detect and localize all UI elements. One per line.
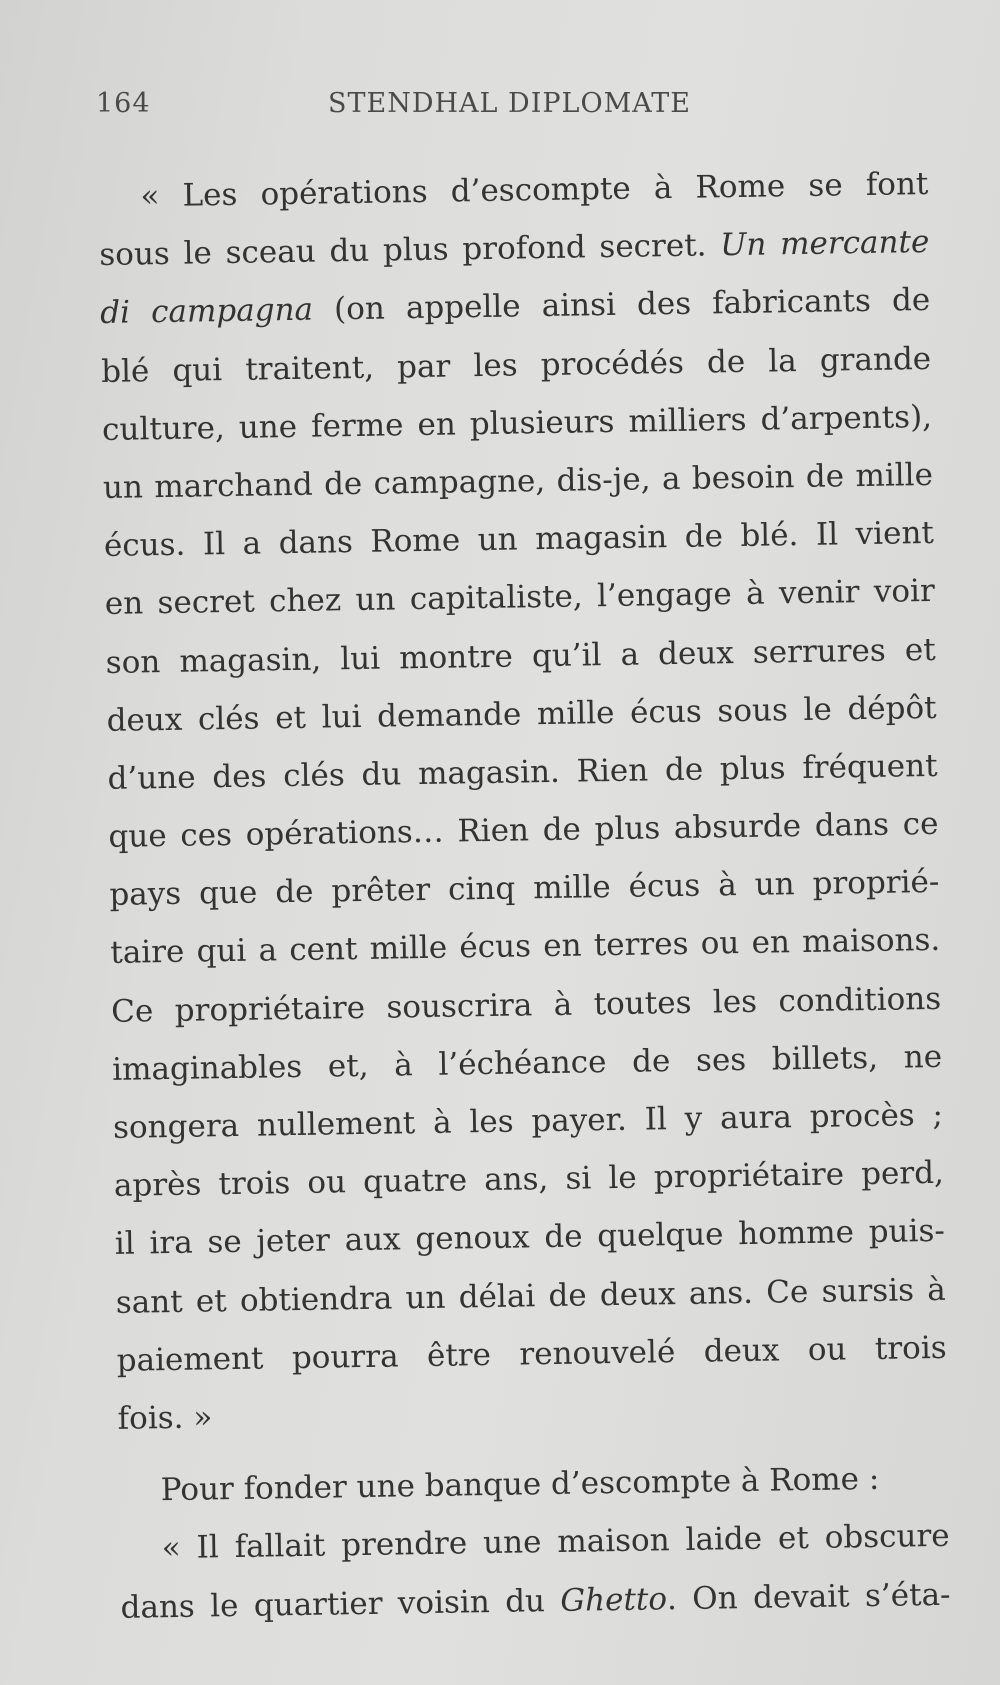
text-line: Ce propriétaire souscrira à toutes les conditions bbox=[110, 980, 942, 1030]
text-line: sant et obtiendra un délai de deux ans. Ce sursis à bbox=[115, 1271, 947, 1321]
text-line: paiement pourra être renouvelé deux ou trois bbox=[116, 1329, 947, 1379]
italic-phrase: di campagna bbox=[100, 292, 314, 332]
text-line: fois. » bbox=[117, 1399, 213, 1437]
text-line: « Il fallait prendre une maison laide et obscure bbox=[161, 1518, 950, 1567]
body-text bbox=[98, 155, 951, 1637]
text-line: son magasin, lui montre qu’il a deux serrures et bbox=[105, 631, 936, 681]
text-line: deux clés et lui demande mille écus sous le dépôt bbox=[106, 689, 937, 739]
page-header bbox=[96, 88, 691, 128]
text-line: imaginables et, à l’échéance de ses billets, ne bbox=[111, 1038, 943, 1088]
page-number: 164 bbox=[96, 88, 151, 119]
text-line: un marchand de campagne, dis-je, a besoin de mille bbox=[102, 456, 934, 506]
text-line: en secret chez un capitaliste, l’engage à venir voir bbox=[104, 573, 936, 623]
text-line: Pour fonder une banque d’escompte à Rome : bbox=[160, 1461, 880, 1509]
text-line: après trois ou quatre ans, si le propriétaire perd, bbox=[113, 1155, 945, 1205]
text-line: culture, une ferme en plusieurs milliers d’arpents), bbox=[101, 398, 933, 448]
text-line: taire qui a cent mille écus en terres ou en maisons. bbox=[110, 922, 941, 972]
running-head: STENDHAL DIPLOMATE bbox=[328, 88, 691, 119]
text-line: blé qui traitent, par les procédés de la grande bbox=[100, 340, 932, 390]
text-line: pays que de prêter cinq mille écus à un proprié- bbox=[109, 864, 940, 914]
text-line: dans le quartier voisin du Ghetto. On devait s’éta- bbox=[120, 1576, 951, 1626]
text-line: écus. Il a dans Rome un magasin de blé. Il vient bbox=[103, 515, 935, 565]
italic-phrase: Ghetto bbox=[560, 1580, 668, 1619]
text-line: « Les opérations d’escompte à Rome se font bbox=[140, 165, 929, 215]
text-line: d’une des clés du magasin. Rien de plus fréquent bbox=[107, 747, 938, 797]
text-line: sous le sceau du plus profond secret. Un mercante bbox=[99, 224, 930, 274]
text-line: di campagna (on appelle ainsi des fabricants de bbox=[100, 282, 931, 332]
text-line: que ces opérations… Rien de plus absurde dans ce bbox=[108, 805, 939, 855]
text-line: songera nullement à les payer. Il y aura procès ; bbox=[112, 1096, 944, 1146]
italic-phrase: Un mercante bbox=[719, 224, 930, 264]
text-line: il ira se jeter aux genoux de quelque homme puis- bbox=[114, 1213, 946, 1263]
